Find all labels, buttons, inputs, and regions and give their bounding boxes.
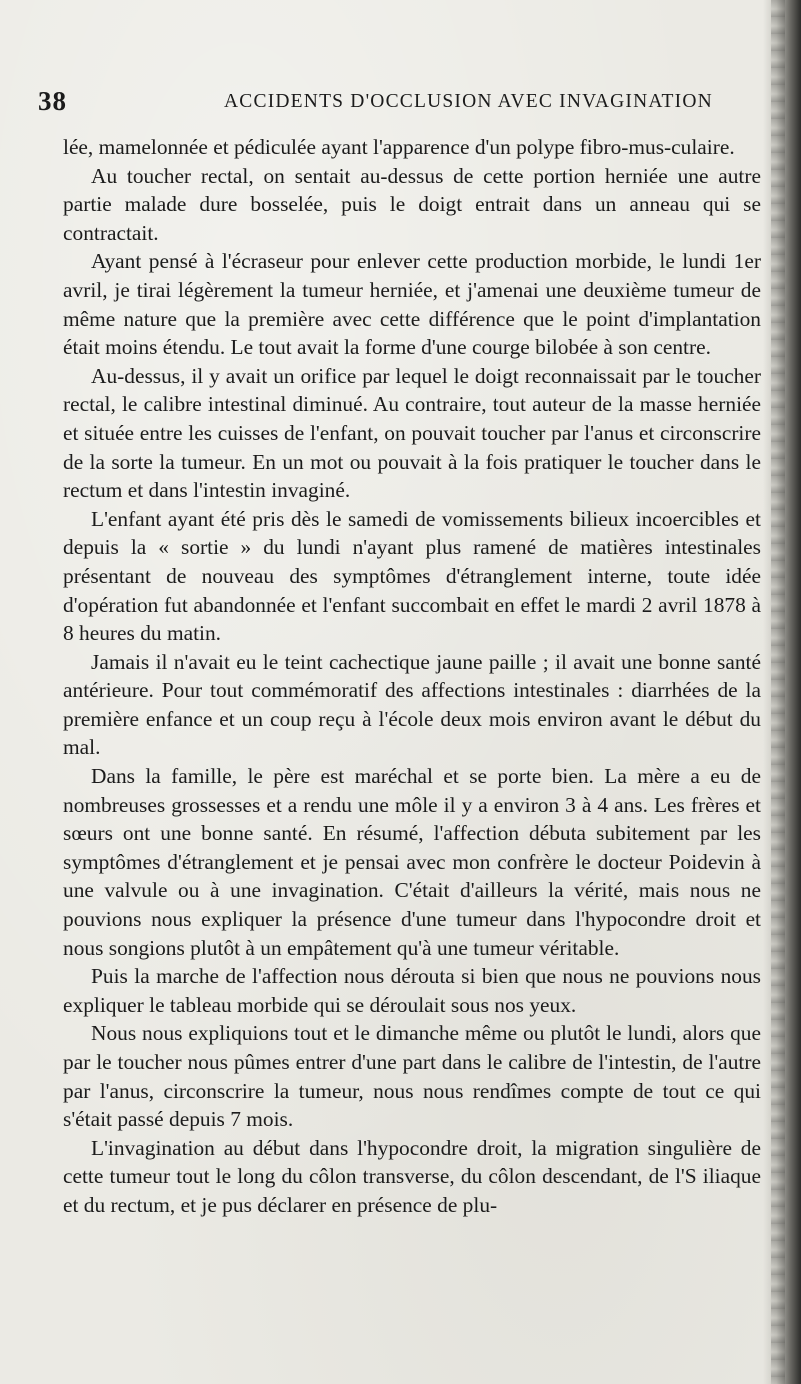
body-text [63, 133, 761, 1220]
paragraph-3: Ayant pensé à l'écraseur pour enlever cette production morbide, le lundi 1er avril, je tirai légèrement la tumeur herniée, et j'amenai une deuxième tumeur de même nature que la première avec cette différence que le point d'implantation était moins étendu. Le tout avait la forme d'une courge bilobée à son centre. [63, 249, 761, 360]
running-title: ACCIDENTS D'OCCLUSION AVEC INVAGINATION [224, 91, 713, 112]
paragraph-5: L'enfant ayant été pris dès le samedi de vomissements bilieux incoercibles et depuis la « sortie » du lundi n'ayant plus ramené de matières intestinales présentant de nouveau des symptômes d'étranglement interne, toute idée d'opération fut abandonnée et l'enfant succombait en effet le mardi 2 avril 1878 à 8 heures du matin. [63, 506, 761, 646]
paragraph-2: Au toucher rectal, on sentait au-dessus de cette portion herniée une autre partie malade dure bosselée, puis le doigt entrait dans un anneau qui se contractait. [63, 163, 761, 245]
paragraph-8: Puis la marche de l'affection nous dérouta si bien que nous ne pouvions nous expliquer le tableau morbide qui se déroulait sous nos yeux. [63, 964, 761, 1017]
paragraph-6: Jamais il n'avait eu le teint cachectique jaune paille ; il avait une bonne santé antérieure. Pour tout commémoratif des affections intestinales : diarrhées de la première enfance et un coup reçu à l'école deux mois environ avant le début du mal. [63, 649, 761, 760]
paragraph-7: Dans la famille, le père est maréchal et se porte bien. La mère a eu de nombreuses grossesses et a rendu une môle il y a environ 3 à 4 ans. Les frères et sœurs ont une bonne santé. En résumé, l'affection débuta subitement par les symptômes d'étranglement et je pensai avec mon confrère le docteur Poidevin à une valvule ou à une invagination. C'était d'ailleurs la vérité, mais nous ne pouvions nous expliquer la présence d'une tumeur dans l'hypocondre droit et nous songions plutôt à un empâtement qu'à une tumeur véritable. [63, 764, 761, 960]
paragraph-1: lée, mamelonnée et pédiculée ayant l'apparence d'un polype fibro-mus-culaire. [63, 135, 735, 159]
book-binding-edge [763, 0, 801, 1384]
paragraph-4: Au-dessus, il y avait un orifice par lequel le doigt reconnaissait par le toucher rectal, le calibre intestinal diminué. Au contraire, tout auteur de la masse herniée et située entre les cuisses de l'enfant, on pouvait toucher par l'anus et circonscrire de la sorte la tumeur. En un mot ou pouvait à la fois pratiquer le toucher dans le rectum et dans l'intestin invaginé. [63, 363, 761, 503]
paragraph-9: Nous nous expliquions tout et le dimanche même ou plutôt le lundi, alors que par le toucher nous pûmes entrer d'une part dans le calibre de l'intestin, de l'autre par l'anus, circonscrire la tumeur, nous nous rendîmes compte de tout ce qui s'était passé depuis 7 mois. [63, 1021, 761, 1132]
paragraph-10: L'invagination au début dans l'hypocondre droit, la migration singulière de cette tumeur tout le long du côlon transverse, du côlon descendant, de l'S iliaque et du rectum, et je pus déclarer en présence de plu- [63, 1135, 761, 1217]
page-number: 38 [38, 86, 67, 116]
page-header [38, 86, 738, 122]
